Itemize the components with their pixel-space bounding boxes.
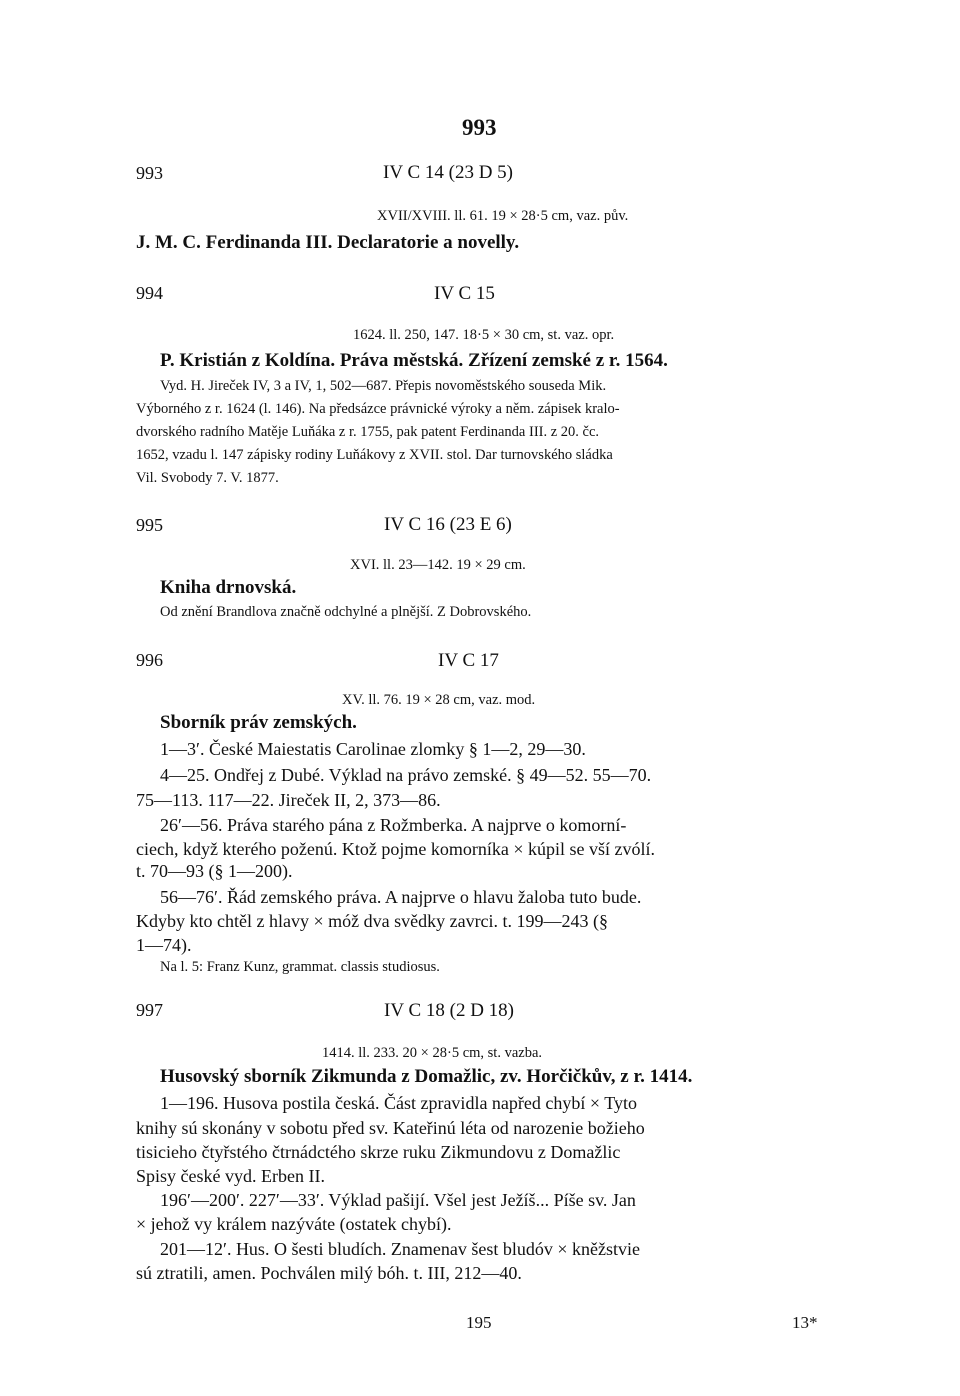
entry-title: P. Kristián z Koldína. Práva městská. Zřízení zemské z r. 1564.: [160, 350, 668, 371]
content-line: × jehož vy králem nazýváte (ostatek chybí).: [136, 1214, 452, 1234]
entry-physical: 1624. ll. 250, 147. 18·5 × 30 cm, st. vaz. opr.: [353, 327, 615, 343]
entry-number: 993: [136, 163, 163, 183]
entry-title: J. M. C. Ferdinanda III. Declaratorie a novelly.: [136, 232, 520, 253]
content-line: 26′—56. Práva starého pána z Rožmberka. A najprve o komorní-: [160, 815, 627, 835]
content-line: 1—74).: [136, 935, 192, 955]
entry-note-line: Na l. 5: Franz Kunz, grammat. classis studiosus.: [160, 959, 440, 975]
content-line: ciech, když kterého poženú. Ktož pojme komorníka × kúpil se vší zvólí.: [136, 839, 656, 859]
entry-title: Kniha drnovská.: [160, 577, 297, 598]
content-line: 1—3′. České Maiestatis Carolinae zlomky § 1—2, 29—30.: [160, 739, 586, 759]
content-line: 4—25. Ondřej z Dubé. Výklad na právo zemské. § 49—52. 55—70.: [160, 765, 652, 785]
entry-physical: XVI. ll. 23—142. 19 × 29 cm.: [350, 557, 526, 573]
content-line: knihy sú skonány v sobotu před sv. Kateřinú léta od narozenie božieho: [136, 1118, 645, 1138]
content-line: Kdyby kto chtěl z hlavy × móž dva svědky zavrci. t. 199—243 (§: [136, 911, 609, 931]
content-line: 56—76′. Řád zemského práva. A najprve o hlavu žaloba tuto bude.: [160, 887, 642, 907]
entry-note-line: 1652, vzadu l. 147 zápisky rodiny Luňákovy z XVII. stol. Dar turnovského sládka: [136, 447, 613, 463]
entry-number: 996: [136, 650, 163, 670]
entry-number: 997: [136, 1000, 163, 1020]
entry-signature: IV C 17: [438, 650, 499, 671]
content-line: 1—196. Husova postila česká. Část zpravidla napřed chybí × Tyto: [160, 1093, 637, 1113]
content-line: sú ztratili, amen. Pochválen milý bóh. t. III, 212—40.: [136, 1263, 522, 1283]
entry-title: Husovský sborník Zikmunda z Domažlic, zv. Horčičkův, z r. 1414.: [160, 1066, 693, 1087]
entry-number: 995: [136, 515, 163, 535]
entry-physical: XV. ll. 76. 19 × 28 cm, vaz. mod.: [342, 692, 536, 708]
sheet-signature: 13*: [792, 1313, 818, 1332]
entry-number: 994: [136, 283, 163, 303]
entry-signature: IV C 14 (23 D 5): [383, 162, 514, 183]
content-line: 201—12′. Hus. O šesti bludích. Znamenav šest bludóv × kněžstvie: [160, 1239, 641, 1259]
content-line: t. 70—93 (§ 1—200).: [136, 861, 293, 881]
entry-physical: 1414. ll. 233. 20 × 28·5 cm, st. vazba.: [322, 1045, 543, 1061]
page-number: 195: [466, 1313, 492, 1332]
entry-title: Sborník práv zemských.: [160, 712, 357, 733]
entry-physical: XVII/XVIII. ll. 61. 19 × 28·5 cm, vaz. pův.: [377, 208, 629, 224]
entry-signature: IV C 15: [434, 283, 495, 304]
entry-note-line: dvorského radního Matěje Luňáka z r. 1755, pak patent Ferdinanda III. z 20. čc.: [136, 424, 600, 440]
entry-note-line: Vil. Svobody 7. V. 1877.: [136, 470, 279, 486]
entry-note-line: Vyd. H. Jireček IV, 3 a IV, 1, 502—687. Přepis novoměstského souseda Mik.: [160, 378, 607, 394]
entry-signature: IV C 16 (23 E 6): [384, 514, 512, 535]
running-head: 993: [462, 115, 497, 140]
content-line: 75—113. 117—22. Jireček II, 2, 373—86.: [136, 790, 441, 810]
content-line: tisicieho čtyřstého čtrnádctého skrze ruku Zikmundovu z Domažlic: [136, 1142, 621, 1162]
content-line: 196′—200′. 227′—33′. Výklad pašijí. Všel jest Ježíš... Píše sv. Jan: [160, 1190, 636, 1210]
entry-note-line: Od znění Brandlova značně odchylné a plnější. Z Dobrovského.: [160, 604, 532, 620]
content-line: Spisy české vyd. Erben II.: [136, 1166, 325, 1186]
entry-signature: IV C 18 (2 D 18): [384, 1000, 515, 1021]
entry-note-line: Výborného z r. 1624 (l. 146). Na předsázce právnické výroky a něm. zápisek kralo-: [136, 401, 620, 417]
